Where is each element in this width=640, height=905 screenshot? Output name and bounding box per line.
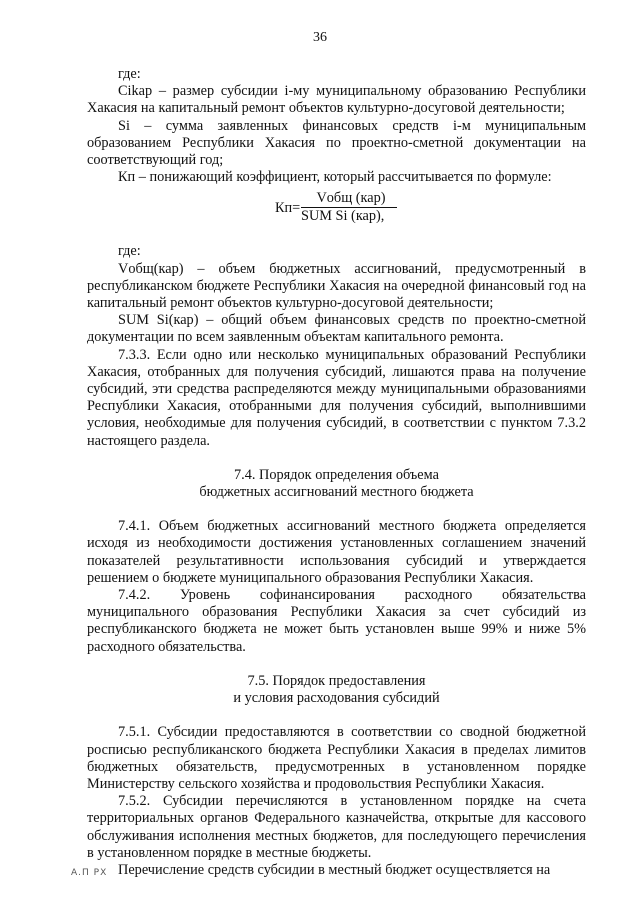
- definition-sum-si: SUM Si(кар) – общий объем финансовых средств по проектно-сметной документации по всем заявленным объектам капитального ремонта.: [87, 312, 586, 346]
- document-body: [87, 66, 586, 879]
- section-heading-7-4-line2: бюджетных ассигнований местного бюджета: [199, 484, 474, 501]
- paragraph-7-4-2: 7.4.2. Уровень софинансирования расходного обязательства муниципального образования Республики Хакасия за счет субсидий из республиканского бюджета не может быть установлен выше 99% и ниже 5% расходного обязательства.: [87, 587, 586, 655]
- definition-vobsh: Vобщ(кар) – объем бюджетных ассигнований, предусмотренный в республиканском бюджете Республики Хакасия на очередной финансовый год на капитальный ремонт объектов культурно-досуговой деятельности;: [87, 260, 586, 312]
- definition-kp: Кп – понижающий коэффициент, который рассчитывается по формуле:: [118, 169, 552, 186]
- where-label-2: где:: [118, 243, 141, 260]
- section-heading-7-5-line1: 7.5. Порядок предоставления: [247, 672, 426, 689]
- formula-lhs: Кп=: [275, 200, 301, 217]
- paragraph-7-4-1: 7.4.1. Объем бюджетных ассигнований местного бюджета определяется исходя из необходимости достижения установленных соглашением значений показателей результативности использования субсидий и утверждается решением о бюджете муниципального образования Республики Хакасия.: [87, 518, 586, 586]
- section-heading-7-4-line1: 7.4. Порядок определения объема: [234, 466, 439, 483]
- paragraph-7-3-3: 7.3.3. Если одно или несколько муниципальных образований Республики Хакасия, отобранных для получения субсидий, лишаются права на получение субсидий, эти средства распределяются между муниципальными образованиями Республики Хакасия, отобранными для получения субсидий, выполнившими условия, необходимые для получения субсидий, в соответствии с пунктом 7.3.2 настоящего раздела.: [87, 346, 586, 449]
- paragraph-transfer: Перечисление средств субсидии в местный бюджет осуществляется на: [118, 861, 551, 878]
- footer-mark: А.П РХ: [71, 868, 108, 878]
- paragraph-7-5-2: 7.5.2. Субсидии перечисляются в установленном порядке на счета территориальных органов Федерального казначейства, открытые для кассового обслуживания исполнения местных бюджетов, для последующего перечисления в установленном порядке в местные бюджеты.: [87, 793, 586, 861]
- page-number: 36: [313, 30, 327, 45]
- where-label: где:: [118, 66, 141, 82]
- formula-denominator: SUM Si (кар),: [301, 208, 385, 225]
- definition-cikap: Cikap – размер субсидии i-му муниципальному образованию Республики Хакасия на капитальный ремонт объектов культурно-досуговой деятельности;: [87, 83, 586, 117]
- paragraph-7-5-1: 7.5.1. Субсидии предоставляются в соответствии со сводной бюджетной росписью республиканского бюджета Республики Хакасия в пределах лимитов бюджетных обязательств, предусмотренных в установленном порядке Министерству сельского хозяйства и продовольствия Республики Хакасия.: [87, 724, 586, 792]
- definition-si: Si – сумма заявленных финансовых средств i-м муниципальным образованием Республики Хакасия по проектно-сметной документации на соответствующий год;: [87, 117, 586, 169]
- section-heading-7-5-line2: и условия расходования субсидий: [233, 690, 440, 707]
- formula-kp: [87, 186, 586, 234]
- formula-numerator: Vобщ (кар): [316, 190, 386, 207]
